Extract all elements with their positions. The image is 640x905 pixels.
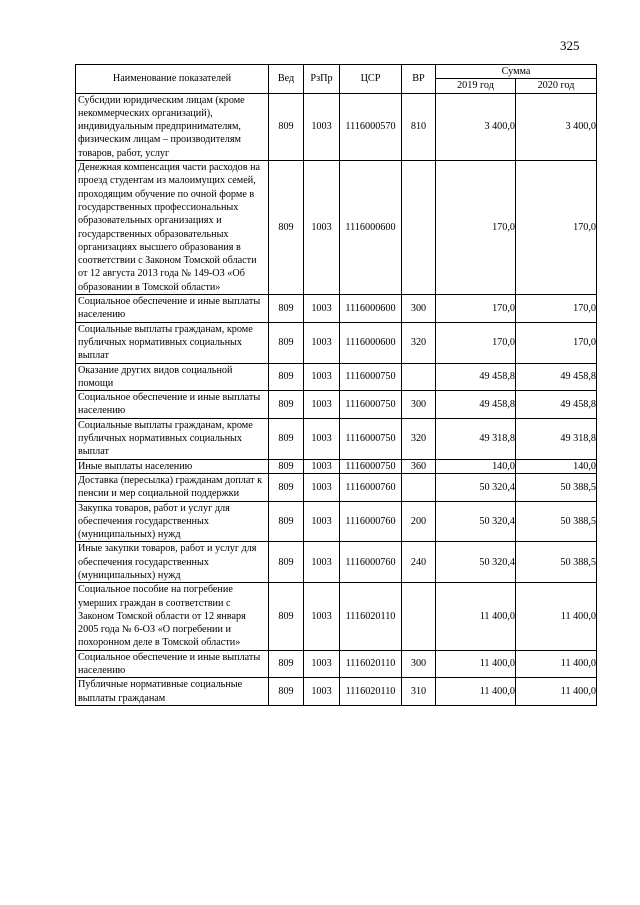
- cell-vr: [402, 363, 436, 391]
- cell-ved: 809: [269, 459, 304, 473]
- table-row: [76, 678, 597, 706]
- table-row: [76, 93, 597, 160]
- cell-sum-2020: 50 388,5: [516, 542, 597, 583]
- cell-csr: 1116000600: [340, 161, 402, 295]
- cell-name: Денежная компенсация части расходов на проезд студентам из малоимущих семей, проходящим обучение по очной форме в государственных профессиональных образовательных организациях и государственных образовательных организациях высшего образования в соответствии с Законом Томской области от 12 августа 2013 года № 149-ОЗ «Об образовании в Томской области»: [76, 161, 269, 295]
- cell-vr: [402, 583, 436, 650]
- cell-ved: 809: [269, 583, 304, 650]
- header-ved: Вед: [269, 65, 304, 94]
- cell-sum-2020: 49 458,8: [516, 363, 597, 391]
- cell-ved: 809: [269, 295, 304, 323]
- header-csr: ЦСР: [340, 65, 402, 94]
- budget-table: [75, 64, 597, 706]
- cell-sum-2019: 11 400,0: [436, 678, 516, 706]
- header-2020: 2020 год: [516, 79, 597, 93]
- cell-sum-2019: 140,0: [436, 459, 516, 473]
- table-body: [76, 93, 597, 705]
- cell-name: Субсидии юридическим лицам (кроме некоммерческих организаций), индивидуальным предпринимателям, физическим лицам – производителям товаров, работ, услуг: [76, 93, 269, 160]
- cell-name: Доставка (пересылка) гражданам доплат к пенсии и мер социальной поддержки: [76, 473, 269, 501]
- cell-name: Социальное обеспечение и иные выплаты населению: [76, 391, 269, 419]
- cell-sum-2020: 49 458,8: [516, 391, 597, 419]
- cell-ved: 809: [269, 363, 304, 391]
- cell-rzpr: 1003: [304, 542, 340, 583]
- cell-sum-2019: 3 400,0: [436, 93, 516, 160]
- table-row: [76, 542, 597, 583]
- cell-sum-2020: 11 400,0: [516, 678, 597, 706]
- cell-name: Закупка товаров, работ и услуг для обеспечения государственных (муниципальных) нужд: [76, 501, 269, 542]
- cell-ved: 809: [269, 322, 304, 363]
- cell-vr: 810: [402, 93, 436, 160]
- cell-name: Иные выплаты населению: [76, 459, 269, 473]
- cell-vr: [402, 473, 436, 501]
- cell-sum-2020: 11 400,0: [516, 650, 597, 678]
- cell-sum-2020: 50 388,5: [516, 473, 597, 501]
- table-row: [76, 322, 597, 363]
- cell-rzpr: 1003: [304, 650, 340, 678]
- header-rzpr: РзПр: [304, 65, 340, 94]
- cell-vr: 200: [402, 501, 436, 542]
- header-sum: Сумма: [436, 65, 597, 79]
- cell-rzpr: 1003: [304, 583, 340, 650]
- page-number: 325: [560, 38, 580, 53]
- header-vr: ВР: [402, 65, 436, 94]
- cell-rzpr: 1003: [304, 418, 340, 459]
- cell-vr: 300: [402, 391, 436, 419]
- cell-sum-2020: 3 400,0: [516, 93, 597, 160]
- cell-ved: 809: [269, 501, 304, 542]
- cell-ved: 809: [269, 542, 304, 583]
- cell-sum-2019: 11 400,0: [436, 583, 516, 650]
- table-row: [76, 295, 597, 323]
- cell-csr: 1116020110: [340, 650, 402, 678]
- cell-rzpr: 1003: [304, 473, 340, 501]
- cell-sum-2019: 11 400,0: [436, 650, 516, 678]
- cell-csr: 1116000760: [340, 542, 402, 583]
- cell-sum-2019: 49 318,8: [436, 418, 516, 459]
- cell-ved: 809: [269, 473, 304, 501]
- cell-vr: 300: [402, 295, 436, 323]
- cell-sum-2019: 170,0: [436, 322, 516, 363]
- cell-sum-2020: 170,0: [516, 161, 597, 295]
- cell-sum-2020: 50 388,5: [516, 501, 597, 542]
- cell-csr: 1116000750: [340, 459, 402, 473]
- cell-sum-2020: 11 400,0: [516, 583, 597, 650]
- cell-sum-2020: 49 318,8: [516, 418, 597, 459]
- cell-ved: 809: [269, 161, 304, 295]
- cell-vr: 360: [402, 459, 436, 473]
- cell-csr: 1116020110: [340, 583, 402, 650]
- cell-csr: 1116000750: [340, 418, 402, 459]
- cell-rzpr: 1003: [304, 93, 340, 160]
- cell-csr: 1116000750: [340, 391, 402, 419]
- table-row: [76, 161, 597, 295]
- cell-vr: 240: [402, 542, 436, 583]
- cell-sum-2020: 170,0: [516, 295, 597, 323]
- cell-sum-2019: 170,0: [436, 161, 516, 295]
- cell-rzpr: 1003: [304, 161, 340, 295]
- table-row: [76, 501, 597, 542]
- cell-name: Социальные выплаты гражданам, кроме публичных нормативных социальных выплат: [76, 418, 269, 459]
- table-row: [76, 583, 597, 650]
- cell-rzpr: 1003: [304, 363, 340, 391]
- cell-vr: 300: [402, 650, 436, 678]
- cell-ved: 809: [269, 418, 304, 459]
- cell-name: Иные закупки товаров, работ и услуг для обеспечения государственных (муниципальных) нужд: [76, 542, 269, 583]
- cell-name: Социальное пособие на погребение умерших граждан в соответствии с Законом Томской области от 12 января 2005 года № 6-ОЗ «О погребении и похоронном деле в Томской области»: [76, 583, 269, 650]
- cell-sum-2019: 50 320,4: [436, 501, 516, 542]
- cell-csr: 1116000750: [340, 363, 402, 391]
- cell-vr: 320: [402, 322, 436, 363]
- cell-ved: 809: [269, 391, 304, 419]
- cell-rzpr: 1003: [304, 501, 340, 542]
- cell-ved: 809: [269, 678, 304, 706]
- cell-rzpr: 1003: [304, 322, 340, 363]
- cell-csr: 1116020110: [340, 678, 402, 706]
- cell-rzpr: 1003: [304, 391, 340, 419]
- table-row: [76, 363, 597, 391]
- cell-sum-2019: 50 320,4: [436, 542, 516, 583]
- cell-rzpr: 1003: [304, 295, 340, 323]
- cell-name: Социальные выплаты гражданам, кроме публичных нормативных социальных выплат: [76, 322, 269, 363]
- table-row: [76, 650, 597, 678]
- cell-name: Социальное обеспечение и иные выплаты населению: [76, 650, 269, 678]
- cell-csr: 1116000760: [340, 501, 402, 542]
- cell-rzpr: 1003: [304, 678, 340, 706]
- cell-name: Публичные нормативные социальные выплаты гражданам: [76, 678, 269, 706]
- cell-ved: 809: [269, 650, 304, 678]
- cell-name: Оказание других видов социальной помощи: [76, 363, 269, 391]
- cell-vr: 310: [402, 678, 436, 706]
- cell-sum-2019: 50 320,4: [436, 473, 516, 501]
- table-row: [76, 459, 597, 473]
- cell-vr: [402, 161, 436, 295]
- cell-sum-2019: 49 458,8: [436, 391, 516, 419]
- cell-sum-2019: 49 458,8: [436, 363, 516, 391]
- table-row: [76, 391, 597, 419]
- cell-csr: 1116000600: [340, 295, 402, 323]
- cell-ved: 809: [269, 93, 304, 160]
- cell-sum-2020: 140,0: [516, 459, 597, 473]
- header-2019: 2019 год: [436, 79, 516, 93]
- cell-csr: 1116000570: [340, 93, 402, 160]
- header-name: Наименование показателей: [76, 65, 269, 94]
- table-row: [76, 473, 597, 501]
- table-row: [76, 418, 597, 459]
- cell-csr: 1116000760: [340, 473, 402, 501]
- cell-sum-2019: 170,0: [436, 295, 516, 323]
- cell-vr: 320: [402, 418, 436, 459]
- cell-csr: 1116000600: [340, 322, 402, 363]
- cell-rzpr: 1003: [304, 459, 340, 473]
- cell-name: Социальное обеспечение и иные выплаты населению: [76, 295, 269, 323]
- cell-sum-2020: 170,0: [516, 322, 597, 363]
